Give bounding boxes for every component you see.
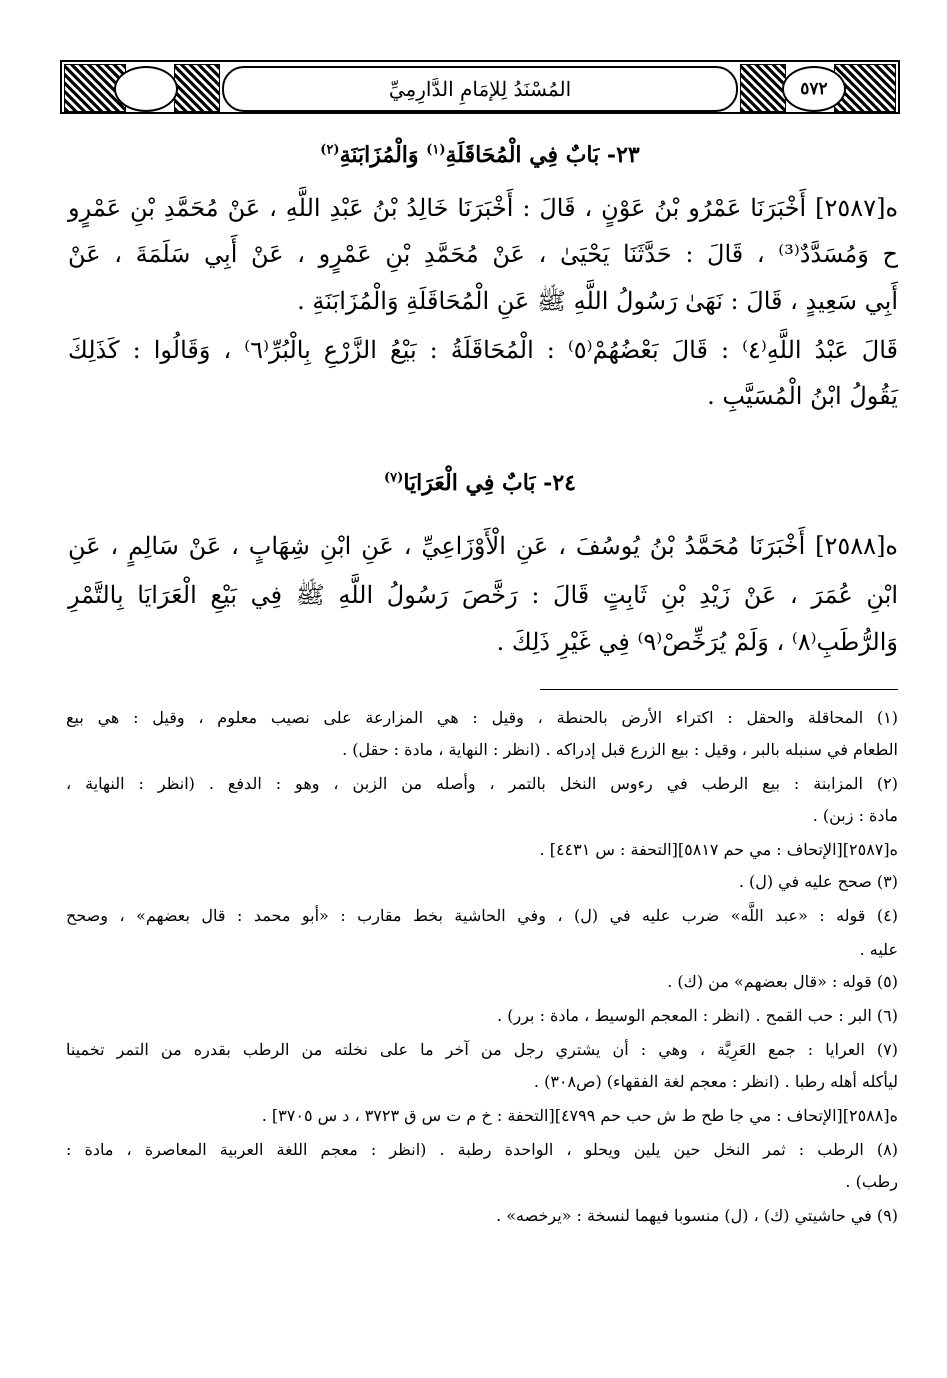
footnote-line: (٩) في حاشيتي (ك) ، (ل) منسوبا فيهما لنسخة : «يرخصه» . xyxy=(496,1206,898,1225)
footnote-line: (٣) صحح عليه في (ل) . xyxy=(738,872,898,891)
running-title: المُسْنَدُ لِلإمَامِ الدَّارِمِيِّ xyxy=(222,66,738,112)
hadith-line: قَالَ عَبْدُ اللَّهِ⁽٤⁾ : قَالَ بَعْضُهُمْ⁽٥⁾ : الْمُحَاقَلَةُ : بَيْعُ الزَّرْعِ بِالْبُرِّ⁽٦⁾ ، وَقَالُوا : كَذَلِكَ xyxy=(68,336,899,364)
footnote-line: (٧) العرايا : جمع العَرِيَّة ، وهي : أن يشتري رجل من آخر ما على نخلته من الرطب بقدره من التمر تخمينا xyxy=(66,1040,898,1059)
page-number: ٥٧٢ xyxy=(782,66,846,112)
footnote-line: ه[٢٥٨٨][الإتحاف : مي جا طح ط ش حب حم ٤٧٩٩][التحفة : خ م ت س ق ٣٧٢٣ ، د س ٣٧٠٥] . xyxy=(261,1106,898,1125)
hadith-line: وَالرُّطَبِ⁽٨⁾ ، وَلَمْ يُرَخِّصْ⁽٩⁾ فِي غَيْرِ ذَلِكَ . xyxy=(496,628,898,656)
chapter-heading-24 xyxy=(60,470,900,496)
footnote-line: الطعام في سنبله بالبر ، وقيل : بيع الزرع قبل إدراكه . (انظر : النهاية ، مادة : حقل) . xyxy=(342,740,898,759)
hadith-line: ح وَمُسَدَّدٌ⁽³⁾ ، قَالَ : حَدَّثَنَا يَحْيَىٰ ، عَنْ مُحَمَّدِ بْنِ عَمْرٍو ، عَنْ أَبِي سَلَمَةَ ، عَنْ xyxy=(68,240,898,268)
emblem-logo xyxy=(114,66,178,112)
footnote-ref[interactable]: (٢) xyxy=(320,142,340,158)
heading-text: ٢٣- بَابٌ فِي الْمُحَاقَلَةِ xyxy=(445,142,640,168)
footnote-line: (٢) المزابنة : بيع الرطب في رءوس النخل بالتمر ، وأصله من الزبن ، وهو : الدفع . (انظر : النهاية ، xyxy=(66,774,898,793)
footnote-line: ه[٢٥٨٧][الإتحاف : مي حم ٥٨١٧][التحفة : س ٤٤٣١] . xyxy=(539,840,898,859)
footnote-line: (٨) الرطب : ثمر النخل حين يلين ويحلو ، الواحدة رطبة . (انظر : معجم اللغة العربية المعاصرة ، مادة : xyxy=(66,1140,898,1159)
footnote-ref[interactable]: (١) xyxy=(426,142,446,158)
page-header xyxy=(60,60,900,114)
footnote-line: مادة : زبن) . xyxy=(812,806,898,825)
footnote-line: رطب) . xyxy=(845,1172,898,1191)
chapter-heading-23 xyxy=(60,142,900,168)
hadith-line: أَبِي سَعِيدٍ ، قَالَ : نَهَىٰ رَسُولُ اللَّهِ ﷺ عَنِ الْمُحَاقَلَةِ وَالْمُزَابَنَةِ . xyxy=(297,287,898,315)
ornament xyxy=(740,64,786,112)
footnote-ref[interactable]: (٧) xyxy=(384,470,404,486)
footnote-line: عليه . xyxy=(859,940,898,959)
heading-text: ٢٤- بَابٌ فِي الْعَرَايَا xyxy=(403,470,576,496)
footnote-divider xyxy=(540,689,898,690)
ornament xyxy=(174,64,220,112)
footnote-line: ليأكله أهله رطبا . (انظر : معجم لغة الفقهاء) (ص٣٠٨) . xyxy=(533,1072,898,1091)
hadith-line: يَقُولُ ابْنُ الْمُسَيَّبِ . xyxy=(707,382,898,410)
heading-text: وَالْمُزَابَنَةِ xyxy=(339,142,419,168)
hadith-line: ه[٢٥٨٧] أَخْبَرَنَا عَمْرُو بْنُ عَوْنٍ ، قَالَ : أَخْبَرَنَا خَالِدُ بْنُ عَبْدِ اللَّهِ ، عَنْ مُحَمَّدِ بْنِ عَمْرٍو xyxy=(68,194,899,222)
footnote-line: (١) المحاقلة والحقل : اكتراء الأرض بالحنطة ، وقيل : هي المزارعة على نصيب معلوم ، وقيل : هي بيع xyxy=(66,708,898,727)
footnote-line: (٥) قوله : «قال بعضهم» من (ك) . xyxy=(667,972,898,991)
hadith-line: ه[٢٥٨٨] أَخْبَرَنَا مُحَمَّدُ بْنُ يُوسُفَ ، عَنِ الْأَوْزَاعِيِّ ، عَنِ ابْنِ شِهَابٍ ، عَنْ سَالِمٍ ، عَنِ xyxy=(68,532,898,560)
footnote-line: (٦) البر : حب القمح . (انظر : المعجم الوسيط ، مادة : برر) . xyxy=(497,1006,898,1025)
footnote-line: (٤) قوله : «عبد اللَّه» ضرب عليه في (ل) ، وفي الحاشية بخط مقارب : «أبو محمد : قال بعضهم» ، وصحح xyxy=(66,906,898,925)
hadith-line: ابْنِ عُمَرَ ، عَنْ زَيْدِ بْنِ ثَابِتٍ قَالَ : رَخَّصَ رَسُولُ اللَّهِ ﷺ فِي بَيْعِ الْعَرَايَا بِالتَّمْرِ xyxy=(68,581,898,609)
